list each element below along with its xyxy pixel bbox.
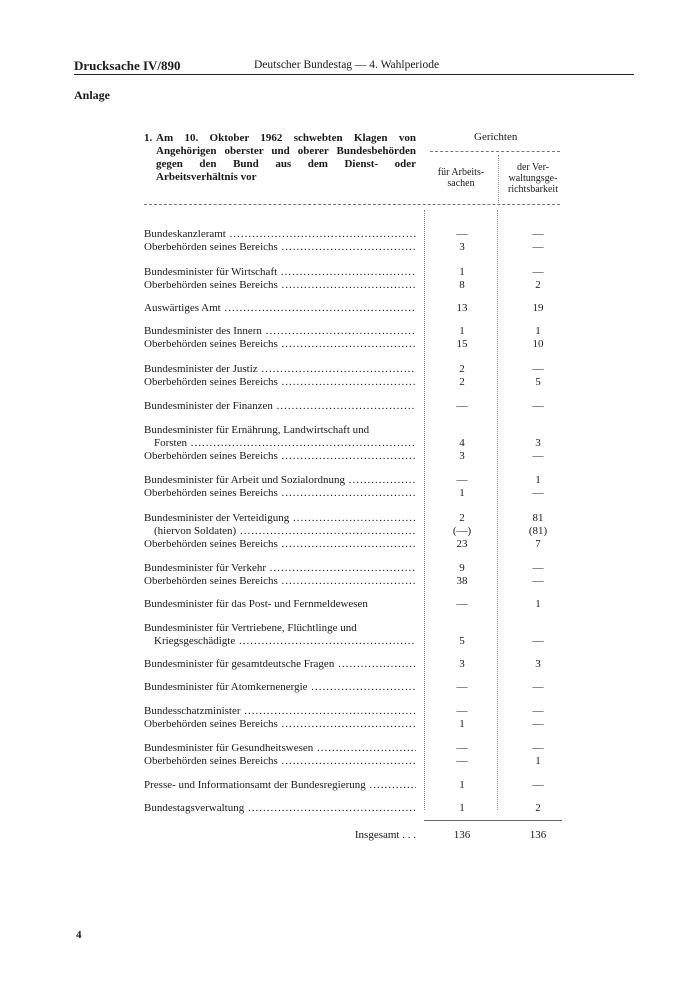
labor-court-value: 2 bbox=[459, 512, 465, 524]
row-label: Oberbehörden seines Bereichs ..... bbox=[144, 376, 416, 390]
table-row bbox=[144, 228, 549, 242]
labor-court-value: 15 bbox=[456, 338, 468, 350]
admin-court-value: — bbox=[532, 718, 544, 730]
labor-court-value: 3 bbox=[459, 658, 465, 670]
row-label: Bundesminister für Vertriebene, Flüchtlinge und bbox=[144, 622, 357, 634]
admin-court-value: — bbox=[532, 400, 544, 412]
total-rule bbox=[424, 820, 562, 821]
table-row bbox=[144, 279, 549, 293]
table-row bbox=[144, 376, 549, 390]
table-row bbox=[144, 424, 549, 438]
row-label: Bundeskanzleramt ..... bbox=[144, 228, 416, 242]
admin-court-value: — bbox=[532, 241, 544, 253]
table-row bbox=[144, 437, 549, 451]
labor-court-value: 5 bbox=[459, 635, 465, 647]
table-row bbox=[144, 538, 549, 552]
table-row bbox=[144, 487, 549, 501]
admin-court-value: — bbox=[532, 681, 544, 693]
row-label: Bundesminister für das Post- und Fernmeldewesen bbox=[144, 598, 368, 610]
row-label: Bundesminister für Verkehr ..... bbox=[144, 562, 416, 576]
labor-court-value: — bbox=[456, 705, 468, 717]
intro-text: Am 10. Oktober 1962 schwebten Klagen von Angehörigen oberster und oberer Bundesbehörden gegen den Bund aus dem Dienst- oder Arbeitsverhältnis vor bbox=[156, 132, 416, 183]
total-row bbox=[144, 829, 549, 843]
admin-court-value: 19 bbox=[532, 302, 544, 314]
row-label: Presse- und Informationsamt der Bundesregierung ..... bbox=[144, 779, 416, 793]
labor-court-value: 1 bbox=[459, 266, 465, 278]
table-row bbox=[144, 575, 549, 589]
admin-court-value: — bbox=[532, 562, 544, 574]
document-number: Drucksache IV/890 bbox=[74, 58, 181, 73]
labor-court-value: — bbox=[456, 742, 468, 754]
labor-court-value: — bbox=[456, 598, 468, 610]
row-label: (hiervon Soldaten) ..... bbox=[154, 525, 416, 539]
labor-court-value: 2 bbox=[459, 376, 465, 388]
labor-court-value: (—) bbox=[452, 525, 472, 537]
row-label: Bundesminister für Atomkernenergie ..... bbox=[144, 681, 416, 695]
row-label: Oberbehörden seines Bereichs ..... bbox=[144, 538, 416, 552]
table-row bbox=[144, 742, 549, 756]
total-admin-value: 136 bbox=[529, 829, 547, 841]
labor-court-value: 1 bbox=[459, 718, 465, 730]
appendix-label: Anlage bbox=[74, 88, 110, 102]
labor-court-value: 9 bbox=[459, 562, 465, 574]
intro-paragraph bbox=[144, 132, 416, 184]
labor-court-value: 3 bbox=[459, 450, 465, 462]
page-number: 4 bbox=[76, 929, 82, 941]
table-row bbox=[144, 241, 549, 255]
admin-court-value: 81 bbox=[532, 512, 544, 524]
labor-court-value: 8 bbox=[459, 279, 465, 291]
admin-court-value: 2 bbox=[535, 279, 541, 291]
table-row bbox=[144, 598, 549, 612]
page-header bbox=[74, 58, 634, 75]
admin-court-value: — bbox=[532, 779, 544, 791]
row-label: Bundesminister der Verteidigung ..... bbox=[144, 512, 416, 526]
col-header-labor: für Arbeits- sachen bbox=[437, 167, 485, 189]
labor-court-value: 1 bbox=[459, 802, 465, 814]
total-labor-value: 136 bbox=[453, 829, 471, 841]
admin-court-value: 5 bbox=[535, 376, 541, 388]
header-rule-bottom bbox=[144, 204, 560, 205]
admin-court-value: (81) bbox=[528, 525, 548, 537]
labor-court-value: 1 bbox=[459, 779, 465, 791]
labor-court-value: — bbox=[456, 755, 468, 767]
row-label: Kriegsgeschädigte ..... bbox=[154, 635, 416, 649]
row-label: Bundesschatzminister ..... bbox=[144, 705, 416, 719]
admin-court-value: — bbox=[532, 228, 544, 240]
table-row bbox=[144, 681, 549, 695]
table-row bbox=[144, 302, 549, 316]
row-label: Oberbehörden seines Bereichs ..... bbox=[144, 575, 416, 589]
row-label: Bundesminister für gesamtdeutsche Fragen ..... bbox=[144, 658, 416, 672]
admin-court-value: — bbox=[532, 635, 544, 647]
column-group-header: Gerichten bbox=[474, 131, 518, 143]
labor-court-value: 1 bbox=[459, 325, 465, 337]
table-row bbox=[144, 562, 549, 576]
total-label: Insgesamt . . . bbox=[354, 829, 416, 841]
row-label: Bundesminister für Gesundheitswesen ..... bbox=[144, 742, 416, 756]
row-label: Oberbehörden seines Bereichs ..... bbox=[144, 450, 416, 464]
row-label: Oberbehörden seines Bereichs ..... bbox=[144, 279, 416, 293]
header-title: Deutscher Bundestag — 4. Wahlperiode bbox=[254, 59, 440, 71]
admin-court-value: 1 bbox=[535, 474, 541, 486]
row-label: Oberbehörden seines Bereichs ..... bbox=[144, 718, 416, 732]
col-header-admin: der Ver- waltungsge- richtsbarkeit bbox=[508, 162, 558, 195]
header-rule-top bbox=[430, 151, 560, 152]
labor-court-value: 23 bbox=[456, 538, 468, 550]
table-row bbox=[144, 325, 549, 339]
labor-court-value: — bbox=[456, 681, 468, 693]
table-row bbox=[144, 450, 549, 464]
admin-court-value: — bbox=[532, 450, 544, 462]
table-row bbox=[144, 525, 549, 539]
table-row bbox=[144, 718, 549, 732]
admin-court-value: — bbox=[532, 363, 544, 375]
row-label: Oberbehörden seines Bereichs ..... bbox=[144, 338, 416, 352]
table-row bbox=[144, 400, 549, 414]
table-row bbox=[144, 474, 549, 488]
table-row bbox=[144, 779, 549, 793]
row-label: Bundesminister für Wirtschaft ..... bbox=[144, 266, 416, 280]
row-label: Oberbehörden seines Bereichs ..... bbox=[144, 755, 416, 769]
admin-court-value: — bbox=[532, 266, 544, 278]
table-row bbox=[144, 635, 549, 649]
row-label: Bundestagsverwaltung ..... bbox=[144, 802, 416, 816]
table-row bbox=[144, 266, 549, 280]
labor-court-value: 2 bbox=[459, 363, 465, 375]
labor-court-value: 3 bbox=[459, 241, 465, 253]
intro-number: 1. bbox=[144, 132, 153, 144]
table-row bbox=[144, 338, 549, 352]
table-row bbox=[144, 658, 549, 672]
table-row bbox=[144, 802, 549, 816]
admin-court-value: 10 bbox=[532, 338, 544, 350]
row-label: Bundesminister der Finanzen ..... bbox=[144, 400, 416, 414]
admin-court-value: — bbox=[532, 487, 544, 499]
admin-court-value: — bbox=[532, 742, 544, 754]
row-label: Bundesminister der Justiz ..... bbox=[144, 363, 416, 377]
table-row bbox=[144, 512, 549, 526]
admin-court-value: 7 bbox=[535, 538, 541, 550]
labor-court-value: — bbox=[456, 228, 468, 240]
header-column-separator bbox=[498, 155, 499, 203]
admin-court-value: — bbox=[532, 705, 544, 717]
admin-court-value: 2 bbox=[535, 802, 541, 814]
labor-court-value: — bbox=[456, 400, 468, 412]
admin-court-value: 3 bbox=[535, 437, 541, 449]
table-row bbox=[144, 705, 549, 719]
admin-court-value: 1 bbox=[535, 598, 541, 610]
table-row bbox=[144, 363, 549, 377]
table-row bbox=[144, 755, 549, 769]
admin-court-value: 3 bbox=[535, 658, 541, 670]
labor-court-value: 13 bbox=[456, 302, 468, 314]
row-label: Bundesminister des Innern ..... bbox=[144, 325, 416, 339]
admin-court-value: 1 bbox=[535, 325, 541, 337]
row-label: Auswärtiges Amt ..... bbox=[144, 302, 416, 316]
row-label: Oberbehörden seines Bereichs ..... bbox=[144, 241, 416, 255]
labor-court-value: 38 bbox=[456, 575, 468, 587]
row-label: Oberbehörden seines Bereichs ..... bbox=[144, 487, 416, 501]
labor-court-value: 1 bbox=[459, 487, 465, 499]
row-label: Forsten ..... bbox=[154, 437, 416, 451]
admin-court-value: 1 bbox=[535, 755, 541, 767]
admin-court-value: — bbox=[532, 575, 544, 587]
labor-court-value: — bbox=[456, 474, 468, 486]
row-label: Bundesminister für Ernährung, Landwirtschaft und bbox=[144, 424, 370, 436]
row-label: Bundesminister für Arbeit und Sozialordnung ..... bbox=[144, 474, 416, 488]
labor-court-value: 4 bbox=[459, 437, 465, 449]
table-row bbox=[144, 622, 549, 636]
